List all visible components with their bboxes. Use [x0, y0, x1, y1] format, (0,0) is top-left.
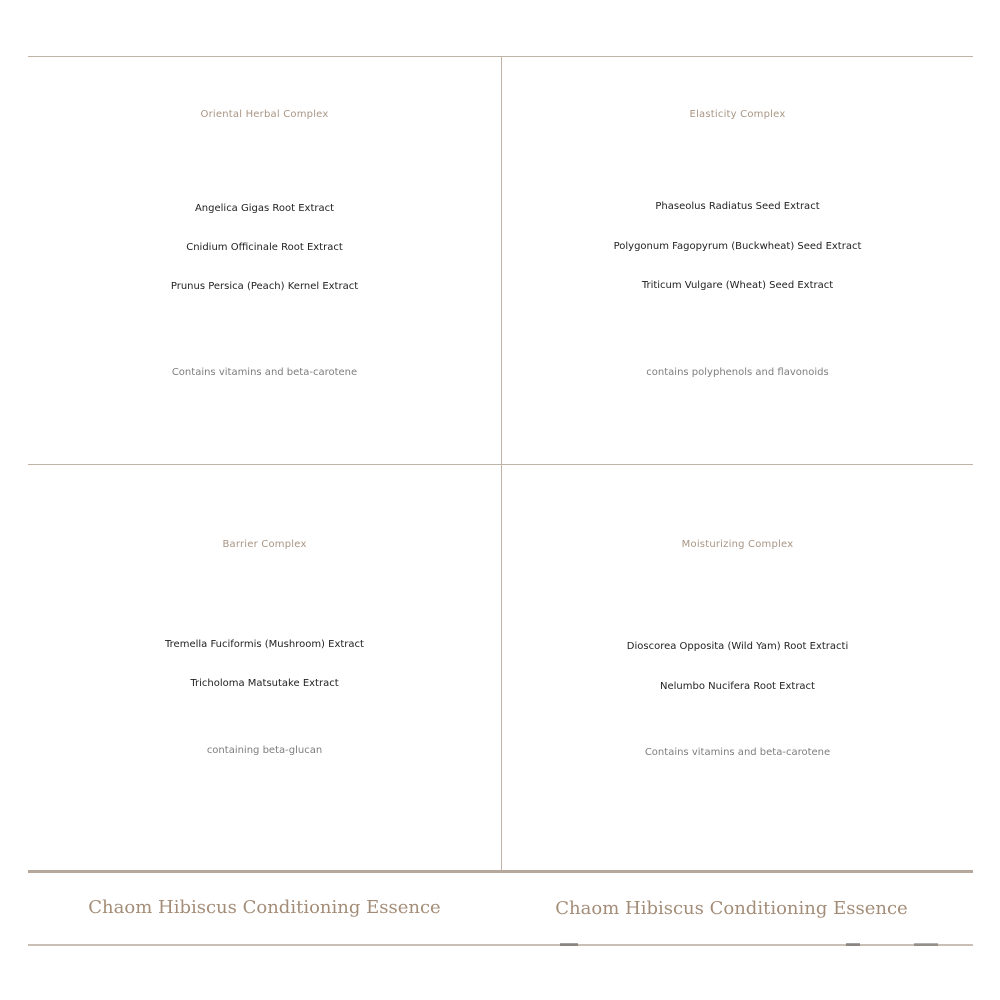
complex-description: containing beta-glucan	[206, 745, 323, 756]
ingredient-list	[502, 187, 973, 306]
edge-mark	[914, 943, 938, 946]
ingredient-item: Prunus Persica (Peach) Kernel Extract	[170, 281, 359, 292]
ingredient-item: Dioscorea Opposita (Wild Yam) Root Extracti	[626, 641, 849, 652]
ingredient-list	[28, 625, 501, 703]
complex-title: Elasticity Complex	[689, 109, 786, 120]
bottom-thick-divider	[28, 870, 973, 873]
ingredient-item: Nelumbo Nucifera Root Extract	[660, 681, 815, 692]
ingredient-item: Polygonum Fagopyrum (Buckwheat) Seed Extract	[613, 240, 862, 252]
ingredient-item: Angelica Gigas Root Extract	[194, 203, 335, 214]
complex-card-oriental-herbal	[28, 57, 501, 464]
ingredient-item: Tricholoma Matsutake Extract	[190, 678, 339, 689]
complex-title: Barrier Complex	[222, 539, 307, 550]
product-name-label-right: Chaom Hibiscus Conditioning Essence	[555, 898, 908, 919]
product-name-label-left: Chaom Hibiscus Conditioning Essence	[88, 897, 441, 918]
ingredient-item: Cnidium Officinale Root Extract	[186, 242, 343, 253]
ingredient-list	[502, 627, 973, 707]
complex-description: Contains vitamins and beta-carotene	[171, 367, 358, 378]
complex-title: Moisturizing Complex	[681, 539, 794, 550]
complex-description: Contains vitamins and beta-carotene	[644, 747, 831, 758]
edge-mark	[560, 943, 578, 946]
complex-description: contains polyphenols and flavonoids	[646, 367, 829, 378]
edge-mark	[846, 943, 860, 946]
ingredient-item: Phaseolus Radiatus Seed Extract	[655, 201, 820, 212]
complex-card-elasticity	[502, 57, 973, 464]
ingredient-item: Triticum Vulgare (Wheat) Seed Extract	[641, 280, 834, 291]
footer-bottom-divider	[28, 944, 973, 946]
complex-card-moisturizing	[502, 465, 973, 870]
complex-card-barrier	[28, 465, 501, 870]
complex-title: Oriental Herbal Complex	[200, 109, 329, 120]
ingredient-list	[28, 189, 501, 306]
ingredient-item: Tremella Fuciformis (Mushroom) Extract	[165, 639, 364, 650]
